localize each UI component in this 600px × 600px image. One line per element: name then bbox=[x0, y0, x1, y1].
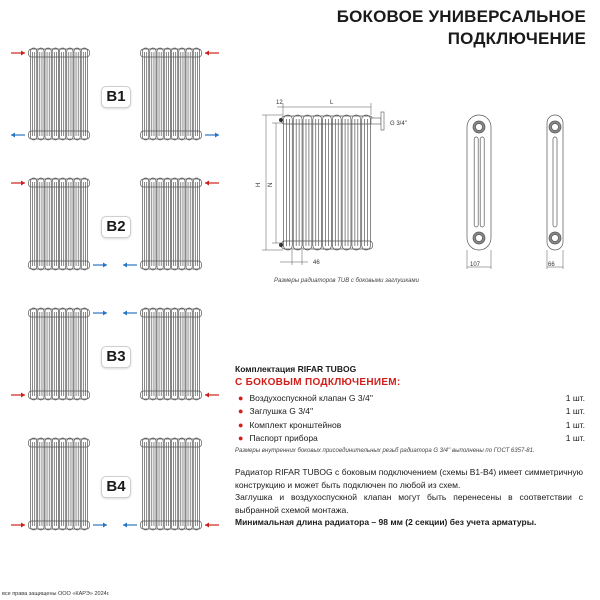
description-p1: Радиатор RIFAR TUBOG с боковым подключением (схемы В1-В4) имеет симметричную конструкцию и может быть подключен по любой из схем. bbox=[235, 467, 583, 490]
return-arrow-icon bbox=[123, 263, 137, 268]
copyright-footer: все права защищены ООО «КАРЭ» 2024г. bbox=[2, 591, 110, 597]
supply-arrow-icon bbox=[11, 393, 25, 398]
supply-arrow-icon bbox=[205, 523, 219, 528]
bullet-icon: ● bbox=[238, 406, 244, 417]
radiator-right-icon bbox=[141, 438, 202, 530]
kit-item-qty: 1 шт. bbox=[565, 406, 585, 417]
scheme-label-b2: B2 bbox=[101, 216, 131, 238]
supply-arrow-icon bbox=[205, 393, 219, 398]
bullet-icon: ● bbox=[238, 433, 244, 444]
kit-item-qty: 1 шт. bbox=[565, 419, 585, 430]
description bbox=[235, 466, 583, 529]
drawing-caption: Размеры радиаторов TUB с боковыми заглушками bbox=[274, 278, 419, 284]
dim-N: N bbox=[268, 182, 274, 187]
return-arrow-icon bbox=[93, 263, 107, 268]
dim-46: 46 bbox=[313, 260, 320, 266]
kit-heading: Комплектация RIFAR TUBOG bbox=[235, 364, 357, 374]
radiator-left-icon bbox=[29, 438, 90, 530]
dim-L: L bbox=[330, 100, 334, 106]
kit-item-qty: 1 шт. bbox=[565, 392, 585, 403]
kit-item bbox=[235, 405, 585, 419]
description-p3: Минимальная длина радиатора – 98 мм (2 секции) без учета арматуры. bbox=[235, 517, 537, 527]
page-title bbox=[337, 6, 586, 50]
kit-item-name: Воздухоспускной клапан G 3/4'' bbox=[249, 392, 373, 403]
radiator-front-view bbox=[282, 115, 373, 250]
radiator-left-icon bbox=[29, 48, 90, 140]
kit-item-name: Заглушка G 3/4'' bbox=[249, 406, 314, 417]
kit-note: Размеры внутренних боковых присоединительных резьб радиатора G 3/4'' выполнены по ГОСТ 6357-81. bbox=[235, 448, 535, 454]
return-arrow-icon bbox=[93, 523, 107, 528]
return-arrow-icon bbox=[123, 311, 137, 316]
kit-item-name: Комплект кронштейнов bbox=[249, 419, 342, 430]
kit-subheading: С БОКОВЫМ ПОДКЛЮЧЕНИЕМ: bbox=[235, 377, 401, 388]
title-line-1: БОКОВОЕ УНИВЕРСАЛЬНОЕ bbox=[336, 7, 586, 26]
dim-107: 107 bbox=[470, 262, 481, 268]
title-line-2: ПОДКЛЮЧЕНИЕ bbox=[447, 29, 586, 48]
radiator-right-icon bbox=[141, 308, 202, 400]
return-arrow-icon bbox=[123, 523, 137, 528]
scheme-label-b4: B4 bbox=[101, 476, 131, 498]
kit-item-name: Паспорт прибора bbox=[249, 433, 318, 444]
kit-item bbox=[235, 432, 585, 446]
radiator-side-view-107 bbox=[467, 115, 491, 250]
valve-icon bbox=[371, 118, 381, 124]
description-p2: Заглушка и воздухоспускной клапан могут быть перенесены в соответствии с выбранной схемой монтажа. bbox=[235, 492, 583, 515]
kit-section bbox=[235, 364, 585, 454]
radiator-left-icon bbox=[29, 308, 90, 400]
kit-item bbox=[235, 391, 585, 405]
return-arrow-icon bbox=[205, 133, 219, 138]
supply-arrow-icon bbox=[205, 51, 219, 56]
dimension-drawing bbox=[250, 95, 595, 280]
radiator-right-icon bbox=[141, 178, 202, 270]
bullet-icon: ● bbox=[238, 392, 244, 403]
supply-arrow-icon bbox=[11, 51, 25, 56]
return-arrow-icon bbox=[11, 133, 25, 138]
return-arrow-icon bbox=[93, 311, 107, 316]
scheme-label-b3: B3 bbox=[101, 346, 131, 368]
kit-item-qty: 1 шт. bbox=[565, 433, 585, 444]
supply-arrow-icon bbox=[11, 181, 25, 186]
dim-H: H bbox=[256, 182, 262, 187]
dim-12: 12 bbox=[276, 100, 283, 106]
radiator-front-icon bbox=[282, 115, 373, 250]
supply-arrow-icon bbox=[205, 181, 219, 186]
kit-item bbox=[235, 418, 585, 432]
scheme-label-b1: B1 bbox=[101, 86, 131, 108]
dim-66: 66 bbox=[548, 262, 555, 268]
radiator-left-icon bbox=[29, 178, 90, 270]
thread-label: G 3/4'' bbox=[390, 121, 407, 127]
radiator-right-icon bbox=[141, 48, 202, 140]
bullet-icon: ● bbox=[238, 419, 244, 430]
supply-arrow-icon bbox=[11, 523, 25, 528]
radiator-side-view-66 bbox=[547, 115, 563, 250]
